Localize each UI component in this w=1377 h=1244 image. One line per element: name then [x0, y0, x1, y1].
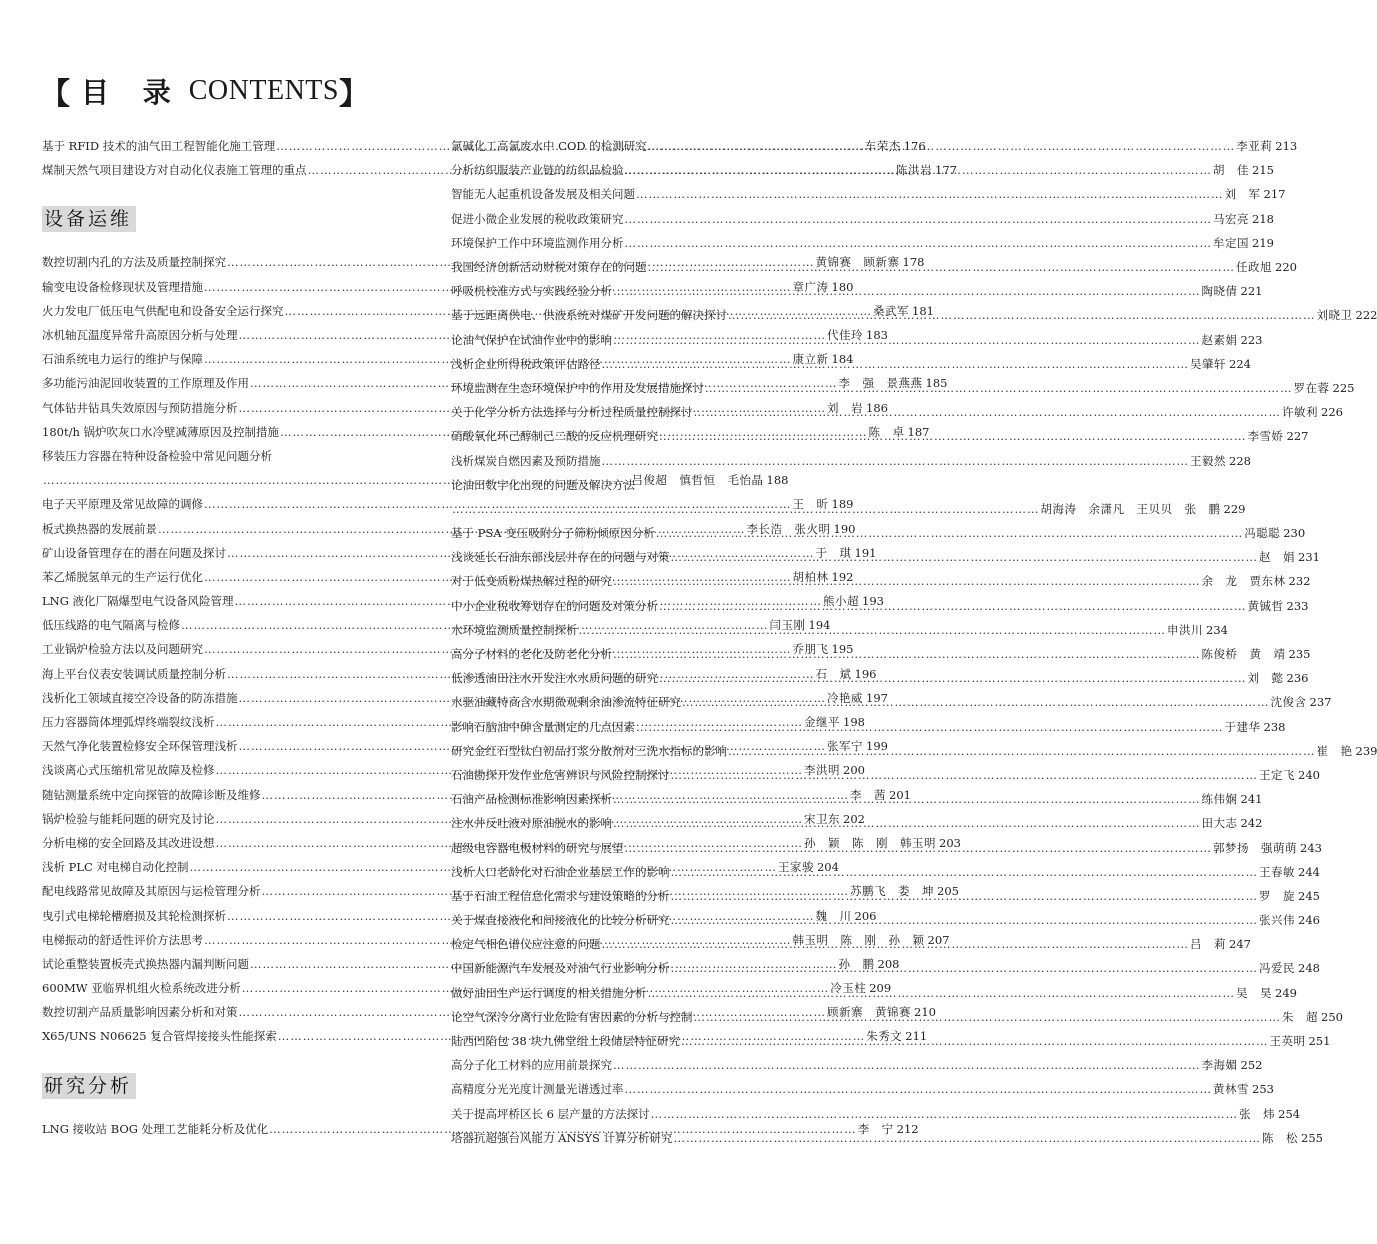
dot-leader	[613, 816, 1201, 830]
entry-page-number: 242	[1240, 816, 1263, 831]
entry-authors: 冯爱民	[1259, 961, 1295, 976]
entry-page-number: 232	[1288, 574, 1311, 589]
entry-authors: 朱 超	[1282, 1009, 1318, 1024]
dot-leader	[671, 550, 1259, 564]
dot-leader	[671, 768, 1259, 782]
entry-title: 超级电容器电极材料的研究与展望	[451, 840, 624, 855]
entry-page-number: 205	[937, 884, 959, 899]
entry-title: 浅析企业所得税政策评估路径	[451, 356, 601, 371]
title-bracket-close: 】	[338, 77, 370, 112]
entry-page-number: 221	[1240, 284, 1263, 299]
entry-title: 论油气保护在试油作业中的影响	[451, 332, 612, 347]
entry-page-number: 213	[1275, 139, 1298, 154]
entry-authors: 桑武军	[873, 303, 909, 318]
entry-authors: 胡海涛 余潇凡 王贝贝 张 鹏	[1040, 501, 1221, 516]
entry-page-number: 237	[1309, 695, 1332, 710]
section-heading-label: 研究分析	[42, 1073, 136, 1099]
entry-title: 数控切割内孔的方法及质量控制探究	[42, 255, 226, 270]
entry-page-number: 240	[1298, 767, 1320, 782]
toc-entry[interactable]	[451, 618, 1228, 642]
entry-page-number: 239	[1355, 743, 1377, 758]
entry-title: 配电线路常见故障及其原因与运检管理分析	[42, 884, 261, 899]
dot-leader	[648, 139, 1236, 153]
entry-title: 论空气深冷分离行业危险有害因素的分析与控制	[451, 1009, 693, 1024]
entry-authors: 冯聪聪	[1244, 526, 1281, 541]
entry-page-number: 241	[1240, 792, 1263, 807]
entry-page-number: 218	[1252, 211, 1274, 226]
dot-leader	[728, 308, 1316, 322]
section-heading-label: 设备运维	[42, 206, 136, 232]
entry-page-number: 223	[1240, 332, 1263, 347]
toc-entry[interactable]	[451, 448, 1251, 472]
entry-authors: 吕俊超 慎哲恒 毛怡晶	[631, 473, 764, 488]
entry-page-number: 220	[1275, 260, 1297, 275]
entry-page-number: 233	[1286, 598, 1309, 613]
entry-authors: 乔朋飞	[792, 642, 829, 657]
entry-page-number: 204	[816, 860, 839, 875]
dot-leader	[625, 236, 1213, 250]
entry-title: 气体钻井钻具失效原因与预防措施分析	[42, 400, 238, 415]
dot-leader	[636, 720, 1224, 734]
entry-authors: 李 强 景燕燕	[838, 376, 923, 391]
entry-authors: 胡柏林	[792, 569, 829, 584]
entry-page-number: 187	[907, 424, 930, 439]
entry-title: 苯乙烯脱氢单元的生产运行优化	[42, 569, 203, 584]
dot-leader	[636, 187, 1224, 201]
entry-page-number: 206	[854, 908, 877, 923]
entry-title: 环境监测在生态环境保护中的作用及发展措施探讨	[451, 380, 704, 395]
entry-title: 环境保护工作中环境监测作用分析	[451, 235, 624, 250]
entry-authors: 陈俊桥 黄 靖	[1201, 647, 1286, 662]
entry-title: 180t/h 锅炉吹灰口水冷壁减薄原因及控制措施	[42, 424, 280, 439]
dot-leader	[625, 163, 1213, 177]
dot-leader	[625, 841, 1213, 855]
entry-authors: 李雪娇	[1247, 429, 1284, 444]
entry-authors: 孙 鹏	[838, 956, 875, 971]
entry-title: 低压线路的电气隔离与检修	[42, 618, 180, 633]
entry-title: 移装压力容器在特种设备检验中常见问题分析	[42, 448, 272, 463]
entry-authors: 康立新	[792, 352, 829, 367]
entry-title: 关于提高坪桥区长 6 层产量的方法探讨	[451, 1106, 650, 1121]
entry-page-number: 202	[843, 811, 865, 826]
entry-authors: 陈洪岩	[896, 163, 932, 178]
entry-authors: 张军宁	[827, 739, 863, 754]
entry-title: 分析电梯的安全回路及其改进设想	[42, 835, 215, 850]
entry-title: 关于化学分析方法选择与分析过程质量控制探讨	[451, 405, 693, 420]
dot-leader	[613, 333, 1201, 347]
entry-page-number: 178	[902, 255, 925, 270]
entry-title: 煤制天然气项目建设方对自动化仪表施工管理的重点	[42, 163, 307, 178]
entry-page-number: 219	[1252, 235, 1274, 250]
entry-title: 低渗透油田注水开发注水水质问题的研究	[451, 671, 658, 686]
entry-page-number: 186	[866, 400, 888, 415]
dot-leader	[656, 526, 1244, 540]
entry-title: 分析纺织服装产业链的纺织品检验	[451, 163, 624, 178]
entry-title: 我国经济创新活动财税对策存在的问题	[451, 260, 647, 275]
dot-leader	[602, 937, 1190, 951]
entry-title: 浅析煤炭自燃因素及预防措施	[451, 453, 601, 468]
entry-title: 数控切割产品质量影响因素分析和对策	[42, 1005, 238, 1020]
section-heading	[42, 206, 430, 232]
entry-authors: 任政旭	[1236, 260, 1272, 275]
entry-title: 600MW 亚临界机组火检系统改进分析	[42, 981, 241, 996]
entry-authors: 郭梦扬 强萌萌	[1213, 840, 1297, 855]
entry-authors: 张兴伟	[1259, 913, 1295, 928]
entry-authors: 黄铖哲	[1247, 598, 1284, 613]
entry-page-number: 244	[1298, 864, 1320, 879]
entry-page-number: 201	[889, 787, 911, 802]
dot-leader	[694, 1010, 1282, 1024]
entry-page-number: 236	[1286, 671, 1309, 686]
entry-title: 浅析 PLC 对电梯自动化控制	[42, 860, 189, 875]
dot-leader	[659, 599, 1247, 613]
entry-page-number: 210	[914, 1005, 936, 1020]
entry-authors: 石 斌	[815, 666, 852, 681]
entry-authors: 吴肇轩	[1190, 356, 1226, 371]
dot-leader	[613, 792, 1201, 806]
dot-leader	[671, 889, 1259, 903]
entry-authors: 黄林雪	[1213, 1082, 1249, 1097]
entry-title: 中小企业税收筹划存在的问题及对策分析	[451, 598, 658, 613]
entry-title: 论油田数字化出现的问题及解决方法	[451, 477, 635, 492]
entry-title: 石油产品检测标准影响因素探析	[451, 792, 612, 807]
entry-page-number: 230	[1283, 526, 1306, 541]
entry-page-number: 249	[1275, 985, 1297, 1000]
entry-page-number: 192	[831, 569, 854, 584]
entry-page-number: 190	[833, 521, 856, 536]
entry-title: LNG 接收站 BOG 处理工艺能耗分析及优化	[42, 1121, 269, 1136]
entry-page-number: 200	[843, 763, 865, 778]
entry-authors: 沈俊含	[1270, 695, 1307, 710]
entry-page-number: 209	[869, 981, 892, 996]
page-title	[40, 72, 370, 110]
entry-authors: 刘晓卫	[1316, 308, 1353, 323]
entry-title: 水环境监测质量控制探析	[451, 622, 578, 637]
entry-page-number: 177	[935, 163, 957, 178]
entry-page-number: 196	[854, 666, 877, 681]
entry-page-number: 254	[1278, 1106, 1301, 1121]
entry-title: 海上平台仪表安装调试质量控制分析	[42, 666, 226, 681]
entry-title: 火力发电厂低压电气供配电和设备安全运行探究	[42, 303, 284, 318]
dot-leader	[579, 623, 1167, 637]
dot-leader	[671, 865, 1259, 879]
entry-page-number: 194	[808, 618, 831, 633]
entry-authors: 车荣杰	[864, 139, 901, 154]
entry-page-number: 188	[766, 473, 789, 488]
entry-title: 浅析化工领域直接空冷设备的防冻措施	[42, 690, 238, 705]
dot-leader	[625, 1082, 1213, 1096]
entry-authors: 刘 军	[1224, 187, 1261, 202]
dot-leader	[705, 381, 1293, 395]
dot-leader	[694, 405, 1282, 419]
toc-entry[interactable]	[451, 1077, 1274, 1101]
entry-authors: 熊小超	[823, 594, 860, 609]
entry-authors: 王毅然	[1190, 453, 1226, 468]
entry-page-number: 193	[862, 594, 884, 609]
entry-title: 研究金红石型钛白初品打浆分散剂对三洗水指标的影响	[451, 743, 727, 758]
entry-title: X65/UNS N06625 复合管焊接接头性能探索	[42, 1029, 277, 1044]
entry-title: 板式换热器的发展前景	[42, 521, 157, 536]
entry-page-number: 208	[877, 956, 900, 971]
entry-page-number: 238	[1263, 719, 1286, 734]
entry-page-number: 183	[866, 328, 888, 343]
entry-authors: 吕 莉	[1190, 937, 1226, 952]
entry-page-number: 255	[1301, 1130, 1323, 1145]
section-heading	[42, 1073, 430, 1099]
dot-leader	[613, 1058, 1201, 1072]
dot-leader	[602, 357, 1190, 371]
dot-leader	[613, 574, 1201, 588]
entry-authors: 陈 松	[1262, 1130, 1299, 1145]
entry-title: 多功能污油泥回收装置的工作原理及作用	[42, 376, 249, 391]
entry-authors: 孙 颖 陈 刚 韩玉明	[804, 835, 936, 850]
entry-page-number: 189	[831, 497, 854, 512]
dot-leader	[651, 1107, 1239, 1121]
entry-title: 电子天平原理及常见故障的调修	[42, 497, 203, 512]
entry-authors: 王家骏	[777, 860, 814, 875]
entry-title: 石油系统电力运行的维护与保障	[42, 352, 203, 367]
entry-page-number: 212	[896, 1121, 919, 1136]
entry-authors: 余 龙 贾东林	[1201, 574, 1286, 589]
entry-title: 曳引式电梯轮槽磨损及其轮检测探析	[42, 908, 226, 923]
entry-authors: 胡 佳	[1213, 163, 1249, 178]
entry-authors: 李亚莉	[1236, 139, 1273, 154]
entry-title: 检定气相色谱仪应注意的问题	[451, 937, 601, 952]
entry-title: 陆西凹陷包 38 块九佛堂组上段储层特征研究	[451, 1034, 680, 1049]
entry-title: 压力容器筒体埋弧焊终端裂纹浅析	[42, 715, 215, 730]
entry-title: 基于远距离供电、供液系统对煤矿开发问题的解决探讨	[451, 308, 727, 323]
entry-page-number: 245	[1298, 888, 1320, 903]
entry-title: 天然气净化装置检修安全环保管理浅析	[42, 739, 238, 754]
entry-authors: 马宏亮	[1213, 211, 1249, 226]
entry-authors: 章广涛	[792, 279, 829, 294]
entry-page-number: 248	[1298, 961, 1320, 976]
toc-entry[interactable]	[451, 231, 1274, 255]
entry-title: LNG 液化厂隔爆型电气设备风险管理	[42, 594, 234, 609]
toc-entry-title-line[interactable]	[451, 473, 839, 497]
entry-authors: 代佳玲	[827, 328, 863, 343]
entry-authors: 于建华	[1224, 719, 1261, 734]
entry-authors: 陈 卓	[868, 424, 905, 439]
entry-page-number: 235	[1288, 647, 1311, 662]
entry-page-number: 181	[912, 303, 934, 318]
entry-authors: 罗 旋	[1259, 888, 1295, 903]
entry-page-number: 246	[1298, 913, 1320, 928]
entry-authors: 牟定国	[1213, 235, 1249, 250]
entry-page-number: 234	[1206, 622, 1228, 637]
entry-page-number: 252	[1240, 1058, 1263, 1073]
entry-authors: 田大志	[1201, 816, 1238, 831]
toc-entry-title-line[interactable]	[42, 444, 430, 468]
title-chinese: 目 录	[81, 76, 183, 109]
entry-page-number: 199	[866, 739, 888, 754]
entry-title: 矿山设备管理存在的潜在问题及探讨	[42, 545, 226, 560]
dot-leader	[671, 961, 1259, 975]
dot-leader	[728, 744, 1316, 758]
entry-page-number: 227	[1286, 429, 1309, 444]
entry-title: 氯碱化工高氯废水中 COD 的检测研究	[451, 139, 647, 154]
entry-page-number: 211	[905, 1029, 928, 1044]
toc-entry[interactable]	[42, 492, 854, 516]
entry-authors: 韩玉明 陈 刚 孙 颖	[792, 932, 925, 947]
entry-authors: 朱秀文	[866, 1029, 903, 1044]
entry-title: 试论重整装置板壳式换热器内漏判断问题	[42, 956, 249, 971]
entry-title: 锅炉检验与能耗问题的研究及讨论	[42, 811, 215, 826]
entry-authors: 黄锦赛 顾新寨	[815, 255, 900, 270]
entry-page-number: 176	[903, 139, 926, 154]
dot-leader	[674, 1131, 1262, 1145]
entry-title: 工业锅炉检验方法以及问题研究	[42, 642, 203, 657]
entry-authors: 金继平	[804, 715, 840, 730]
entry-authors: 顾新寨 黄锦赛	[827, 1005, 911, 1020]
entry-page-number: 197	[866, 690, 888, 705]
entry-authors: 刘 懿	[1247, 671, 1284, 686]
dot-leader	[682, 695, 1270, 709]
entry-authors: 宋卫东	[804, 811, 840, 826]
entry-title: 浅谈离心式压缩机常见故障及检修	[42, 763, 215, 778]
entry-title: 做好油田生产运行调度的相关措施分析	[451, 985, 647, 1000]
entry-authors: 申洪川	[1167, 622, 1203, 637]
entry-authors: 于 琪	[815, 545, 852, 560]
entry-authors: 赵 娟	[1259, 550, 1295, 565]
entry-title: 对于低变质粉煤热解过程的研究	[451, 574, 612, 589]
entry-authors: 崔 艳	[1316, 743, 1353, 758]
entry-page-number: 191	[854, 545, 877, 560]
entry-page-number: 231	[1298, 550, 1320, 565]
entry-title: 高精度分光光度计测量光谱透过率	[451, 1082, 624, 1097]
entry-title: 石油勘探开发作业危害辨识与风险控制探讨	[451, 767, 670, 782]
entry-authors: 练伟娴	[1201, 792, 1238, 807]
entry-authors: 张 炜	[1239, 1106, 1276, 1121]
title-english: CONTENTS	[188, 75, 339, 106]
entry-title: 高分子化工材料的应用前景探究	[451, 1058, 612, 1073]
entry-page-number: 243	[1300, 840, 1322, 855]
dot-leader	[659, 429, 1247, 443]
dot-leader	[613, 647, 1201, 661]
entry-title: 基于 PSA 变压吸附分子筛粉倾原因分析	[451, 526, 655, 541]
entry-authors: 陶晓倩	[1201, 284, 1238, 299]
entry-page-number: 222	[1355, 308, 1377, 323]
entry-authors: 吴 昊	[1236, 985, 1272, 1000]
entry-page-number: 195	[831, 642, 854, 657]
entry-authors: 李长浩 张火明	[746, 521, 831, 536]
dot-leader	[452, 502, 1040, 516]
entry-page-number: 185	[925, 376, 948, 391]
entry-page-number: 253	[1252, 1082, 1274, 1097]
entry-title: 高分子材料的老化及防老化分析	[451, 647, 612, 662]
entry-title: 基于 RFID 技术的油气田工程智能化施工管理	[42, 139, 276, 154]
entry-title: 输变电设备检修现状及管理措施	[42, 279, 203, 294]
entry-title: 基于石油工程信息化需求与建设策略的分析	[451, 888, 670, 903]
entry-authors: 魏 川	[815, 908, 852, 923]
entry-page-number: 215	[1252, 163, 1274, 178]
entry-page-number: 203	[939, 835, 961, 850]
entry-title: 冰机轴瓦温度异常升高原因分析与处理	[42, 328, 238, 343]
entry-authors: 赵素娟	[1201, 332, 1238, 347]
entry-page-number: 251	[1308, 1034, 1331, 1049]
entry-title: 注水井反吐液对原油脱水的影响	[451, 816, 612, 831]
entry-title: 关于煤直接液化和间接液化的比较分析研究	[451, 913, 670, 928]
entry-page-number: 224	[1229, 356, 1251, 371]
entry-title: 塔器抗超强台风能力 ANSYS 计算分析研究	[451, 1130, 673, 1145]
entry-authors: 苏鹏飞 娄 坤	[850, 884, 934, 899]
entry-title: 浅析人口老龄化对石油企业基层工作的影响	[451, 864, 670, 879]
toc-entry[interactable]	[451, 182, 1286, 206]
entry-title: 呼吸机校准方式与实践经验分析	[451, 284, 612, 299]
entry-authors: 王定飞	[1259, 767, 1295, 782]
entry-authors: 冷艳威	[827, 690, 863, 705]
entry-authors: 冷玉柱	[830, 981, 867, 996]
entry-title: 水驱油藏特高含水期微观剩余油渗流特征研究	[451, 695, 681, 710]
dot-leader	[671, 913, 1259, 927]
toc-entry[interactable]	[451, 1102, 1301, 1126]
entry-authors: 罗在蓉	[1293, 380, 1330, 395]
entry-authors: 王春敏	[1259, 864, 1295, 879]
entry-authors: 李海媚	[1201, 1058, 1238, 1073]
entry-authors: 刘 岩	[827, 400, 863, 415]
entry-title: 促进小微企业发展的税收政策研究	[451, 211, 624, 226]
dot-leader	[613, 284, 1201, 298]
entry-page-number: 198	[843, 715, 865, 730]
toc-entry[interactable]	[451, 1053, 1263, 1077]
entry-authors: 李 茜	[850, 787, 886, 802]
entry-title: 浅谈延长石油东部浅层井存在的问题与对策	[451, 550, 670, 565]
entry-authors: 李 宁	[857, 1121, 894, 1136]
dot-leader	[648, 260, 1236, 274]
entry-page-number: 217	[1263, 187, 1286, 202]
entry-page-number: 229	[1223, 501, 1246, 516]
entry-page-number: 228	[1229, 453, 1251, 468]
entry-page-number: 247	[1229, 937, 1251, 952]
dot-leader	[659, 671, 1247, 685]
entry-page-number: 225	[1332, 380, 1355, 395]
dot-leader	[602, 454, 1190, 468]
entry-authors: 王 昕	[792, 497, 829, 512]
dot-leader	[625, 212, 1213, 226]
entry-authors: 王英明	[1269, 1034, 1306, 1049]
dot-leader	[681, 1034, 1269, 1048]
entry-title: 影响石脑油中砷含量测定的几点因素	[451, 719, 635, 734]
title-bracket-open: 【	[40, 77, 71, 112]
entry-page-number: 250	[1321, 1009, 1343, 1024]
entry-title: 中国新能源汽车发展及对油气行业影响分析	[451, 961, 670, 976]
dot-leader	[648, 986, 1236, 1000]
entry-page-number: 226	[1321, 405, 1343, 420]
entry-page-number: 207	[927, 932, 950, 947]
toc-entry[interactable]	[451, 860, 1320, 884]
toc-entry[interactable]	[451, 207, 1274, 231]
entry-authors: 许敏利	[1282, 405, 1318, 420]
entry-page-number: 184	[831, 352, 854, 367]
entry-authors: 李洪明	[804, 763, 840, 778]
entry-title: 智能无人起重机设备发展及相关问题	[451, 187, 635, 202]
entry-page-number: 180	[831, 279, 854, 294]
entry-title: 硝酸氧化环己醇制己二酸的反应机理研究	[451, 429, 658, 444]
entry-title: 电梯振动的舒适性评价方法思考	[42, 932, 203, 947]
entry-authors: 闫玉刚	[769, 618, 806, 633]
entry-title: 随钻测量系统中定向探管的故障诊断及维修	[42, 787, 261, 802]
